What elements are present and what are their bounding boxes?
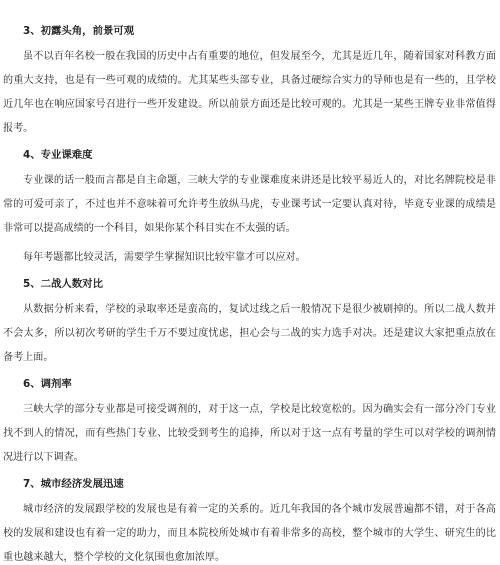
section-paragraph: 三峡大学的部分专业都是可接受调剂的，对于这一点，学校是比较宽松的。因为确实会有一部分冷门专业找不到人的情况，而有些热门专业、比较受到考生的追捧，所以对于这一点有考量的学生可以对学校的调剂情况进行以下调查。 [3,404,496,463]
section-paragraph: 专业课的话一般而言都是自主命题，三峡大学的专业课难度来讲还是比较平易近人的，对比名牌院校是非常的可爱可亲了，不过也并不意味着可允许考生放纵马虎，专业课考试一定要认真对待，毕竟专业课的成绩是非常可以提高成绩的一个科目，如果你某个科目实在不太强的话。 [3,175,496,234]
section-paragraph: 从数据分析来看，学校的录取率还是蛮高的，复试过线之后一般情况下是很少被刷掉的。所以二战人数并不会太多，所以初次考研的学生千万不要过度忧虑，担心会与二战的实力选手对决。还是建议大家把重点放在备考上面。 [3,304,496,363]
section-paragraph: 虽不以百年名校一般在我国的历史中占有重要的地位，但发展至今，尤其是近几年，随着国家对科教方面的重大支持，也是有一些可观的成绩的。尤其某些头部专业，具备过硬综合实力的导师也是有一些的，且学校近几年也在响应国家号召进行一些开发建设。所以前景方面还是比较可观的。尤其是一某些王牌专业非常值得报考。 [3,51,496,134]
section-heading: 7、城市经济发展迅速 [23,478,124,490]
section-heading: 6、调剂率 [23,378,72,390]
section-heading: 4、专业课难度 [23,149,93,161]
section-paragraph: 每年考题都比较灵活，需要学生掌握知识比较牢靠才可以应对。 [23,252,306,263]
section-paragraph: 城市经济的发展跟学校的发展也是有着一定的关系的。近几年我国的各个城市发展普遍都不错，对于各高校的发展和建设也有着一定的助力，而且本院校所处城市有着非常多的高校，整个城市的大学生、研究生的比重也越来越大，整个学校的文化氛围也愈加浓厚。 [3,504,496,563]
section-heading: 5、二战人数对比 [23,278,103,290]
section-heading: 3、初露头角，前景可观 [23,25,135,37]
